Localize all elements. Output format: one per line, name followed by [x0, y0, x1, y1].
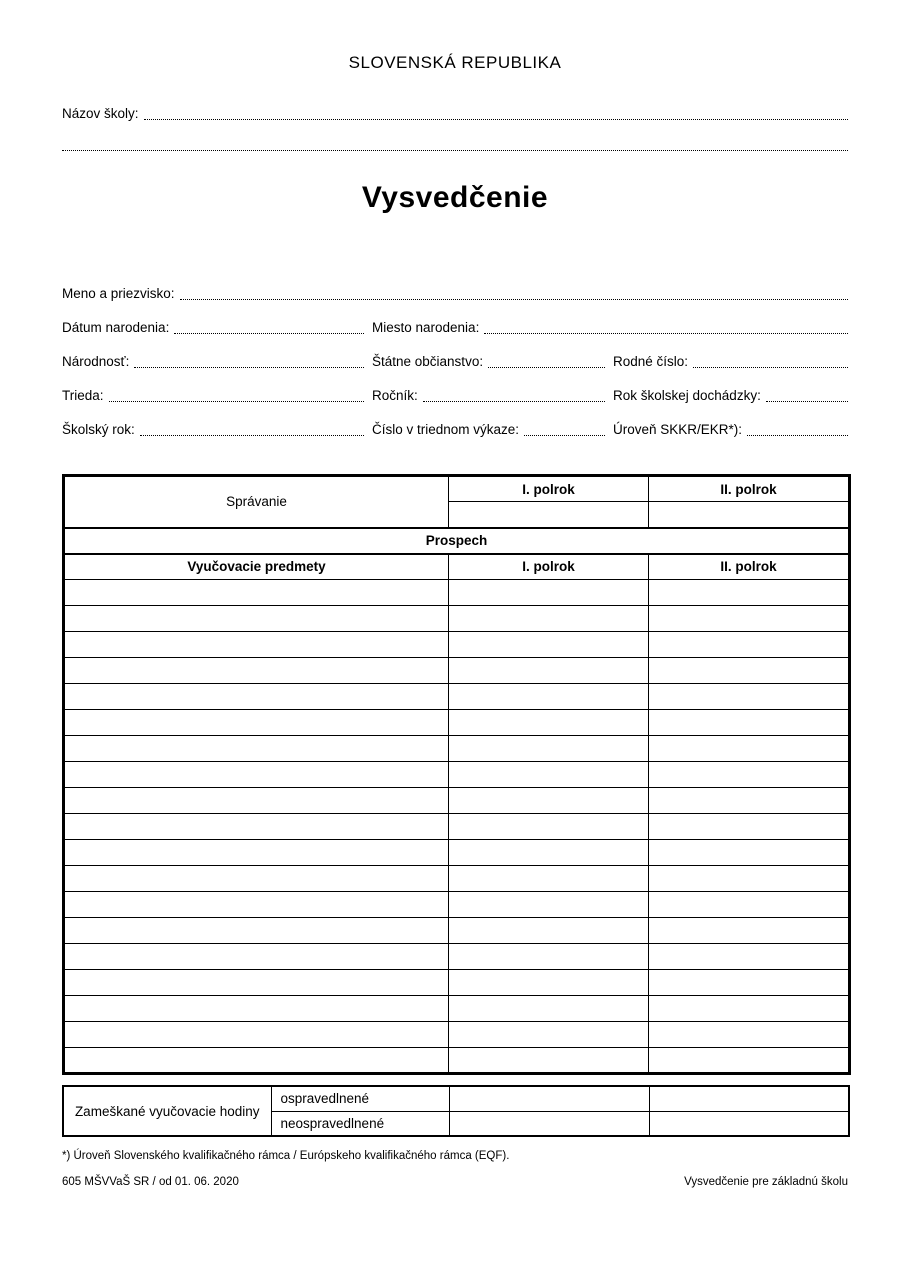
excused-term1-cell	[449, 1086, 649, 1111]
subject-term1-cell	[449, 970, 649, 996]
absence-table	[62, 1085, 850, 1137]
country-header: SLOVENSKÁ REPUBLIKA	[348, 53, 562, 72]
subject-term2-cell	[649, 684, 850, 710]
birth-date-segment	[62, 319, 372, 337]
nationality-row	[62, 351, 848, 371]
subject-term1-cell	[449, 840, 649, 866]
subject-term2-cell	[649, 580, 850, 606]
unexcused-label: neospravedlnené	[271, 1111, 449, 1136]
subject-term1-cell	[449, 684, 649, 710]
subject-name-cell	[64, 736, 449, 762]
subject-term1-cell	[449, 1048, 649, 1074]
subject-term2-cell	[649, 918, 850, 944]
qualification-level-segment	[613, 421, 848, 439]
excused-term2-cell	[649, 1086, 849, 1111]
footnote: *) Úroveň Slovenského kvalifikačného rámca / Európskeho kvalifikačného rámca (EQF).	[62, 1150, 510, 1162]
subject-term1-cell	[449, 944, 649, 970]
subjects-header-row	[64, 554, 850, 580]
grade-segment	[372, 387, 613, 405]
register-number-fill-line	[524, 435, 605, 436]
subject-term1-cell	[449, 736, 649, 762]
school-year-label: Školský rok:	[62, 422, 135, 437]
subject-rows-body	[64, 580, 850, 1074]
excused-label: ospravedlnené	[271, 1086, 449, 1111]
subject-row	[64, 788, 850, 814]
subject-name-cell	[64, 814, 449, 840]
nationality-segment	[62, 353, 372, 371]
qualification-level-fill-line	[747, 435, 848, 436]
subject-row	[64, 762, 850, 788]
behavior-term1-cell	[449, 502, 649, 528]
subject-name-cell	[64, 970, 449, 996]
subject-term1-cell	[449, 632, 649, 658]
subject-term2-cell	[649, 762, 850, 788]
subject-term2-cell	[649, 866, 850, 892]
birth-date-fill-line	[174, 333, 364, 334]
register-number-label: Číslo v triednom výkaze:	[372, 422, 520, 437]
subject-row	[64, 606, 850, 632]
name-label: Meno a priezvisko:	[62, 286, 175, 301]
class-row	[62, 385, 848, 405]
prospech-header-row	[64, 528, 850, 554]
behavior-header-row	[64, 476, 850, 502]
birth-number-label: Rodné číslo:	[613, 354, 689, 369]
school-name-row	[62, 103, 848, 123]
prospech-header: Prospech	[64, 528, 850, 554]
subject-name-cell	[64, 762, 449, 788]
subject-term2-cell	[649, 606, 850, 632]
subject-row	[64, 866, 850, 892]
subject-term2-cell	[649, 944, 850, 970]
footer-form-number: 605 MŠVVaŠ SR / od 01. 06. 2020	[62, 1176, 239, 1188]
citizenship-label: Štátne občianstvo:	[372, 354, 484, 369]
page-title: Vysvedčenie	[361, 181, 549, 214]
subject-name-cell	[64, 580, 449, 606]
birth-place-fill-line	[484, 333, 848, 334]
attendance-year-label: Rok školskej dochádzky:	[613, 388, 761, 403]
qualification-level-label: Úroveň SKKR/EKR*):	[613, 422, 743, 437]
subject-term2-cell	[649, 788, 850, 814]
subject-row	[64, 1022, 850, 1048]
subject-row	[64, 840, 850, 866]
subject-term2-cell	[649, 1048, 850, 1074]
attendance-year-segment	[613, 387, 848, 405]
subject-name-cell	[64, 840, 449, 866]
subject-name-cell	[64, 788, 449, 814]
subject-row	[64, 814, 850, 840]
subject-term1-cell	[449, 892, 649, 918]
subject-row	[64, 632, 850, 658]
subject-term1-cell	[449, 866, 649, 892]
class-segment	[62, 387, 372, 405]
citizenship-fill-line	[488, 367, 605, 368]
subject-name-cell	[64, 1048, 449, 1074]
subject-row	[64, 996, 850, 1022]
school-year-segment	[62, 421, 372, 439]
school-name-fill-line-2	[62, 150, 848, 151]
subject-row	[64, 736, 850, 762]
subject-name-cell	[64, 918, 449, 944]
behavior-label: Správanie	[64, 476, 449, 528]
subject-name-cell	[64, 710, 449, 736]
school-name-label: Názov školy:	[62, 106, 139, 121]
subject-term2-cell	[649, 1022, 850, 1048]
subject-term1-header: I. polrok	[449, 554, 649, 580]
grade-fill-line	[423, 401, 605, 402]
birth-place-label: Miesto narodenia:	[372, 320, 480, 335]
subject-row	[64, 580, 850, 606]
unexcused-term2-cell	[649, 1111, 849, 1136]
subject-term2-header: II. polrok	[649, 554, 850, 580]
citizenship-segment	[372, 353, 613, 371]
birth-number-segment	[613, 353, 848, 371]
register-number-segment	[372, 421, 613, 439]
name-row	[62, 283, 848, 303]
subject-term1-cell	[449, 710, 649, 736]
footer-document-type: Vysvedčenie pre základnú školu	[684, 1176, 848, 1188]
subject-term1-cell	[449, 918, 649, 944]
subject-term2-cell	[649, 892, 850, 918]
subject-row	[64, 684, 850, 710]
subject-name-cell	[64, 944, 449, 970]
subjects-header: Vyučovacie predmety	[64, 554, 449, 580]
behavior-term2-cell	[649, 502, 850, 528]
subject-term2-cell	[649, 710, 850, 736]
class-fill-line	[109, 401, 364, 402]
birth-date-label: Dátum narodenia:	[62, 320, 170, 335]
subject-term1-cell	[449, 580, 649, 606]
subject-term1-cell	[449, 658, 649, 684]
subject-name-cell	[64, 658, 449, 684]
subject-row	[64, 892, 850, 918]
subject-term2-cell	[649, 658, 850, 684]
birth-place-segment	[372, 319, 848, 337]
grades-table	[62, 474, 851, 1075]
subject-name-cell	[64, 632, 449, 658]
grade-label: Ročník:	[372, 388, 418, 403]
birth-number-fill-line	[693, 367, 848, 368]
subject-name-cell	[64, 996, 449, 1022]
subject-row	[64, 710, 850, 736]
unexcused-term1-cell	[449, 1111, 649, 1136]
page-footer	[62, 1175, 848, 1189]
behavior-term2-header: II. polrok	[649, 476, 850, 502]
subject-row	[64, 970, 850, 996]
subject-term2-cell	[649, 632, 850, 658]
subject-term2-cell	[649, 814, 850, 840]
nationality-label: Národnosť:	[62, 354, 130, 369]
behavior-term1-header: I. polrok	[449, 476, 649, 502]
subject-term2-cell	[649, 970, 850, 996]
subject-name-cell	[64, 866, 449, 892]
school-year-row	[62, 419, 848, 439]
absence-label: Zameškané vyučovacie hodiny	[63, 1086, 271, 1136]
subject-name-cell	[64, 606, 449, 632]
birth-row	[62, 317, 848, 337]
subject-name-cell	[64, 1022, 449, 1048]
subject-row	[64, 658, 850, 684]
subject-row	[64, 1048, 850, 1074]
subject-term2-cell	[649, 840, 850, 866]
subject-term1-cell	[449, 606, 649, 632]
subject-row	[64, 918, 850, 944]
subject-term2-cell	[649, 996, 850, 1022]
attendance-year-fill-line	[766, 401, 848, 402]
name-fill-line	[180, 299, 848, 300]
school-name-fill-line	[144, 119, 848, 120]
excused-row	[63, 1086, 849, 1111]
subject-name-cell	[64, 684, 449, 710]
subject-term1-cell	[449, 788, 649, 814]
subject-term2-cell	[649, 736, 850, 762]
subject-term1-cell	[449, 1022, 649, 1048]
subject-name-cell	[64, 892, 449, 918]
school-year-fill-line	[140, 435, 364, 436]
subject-term1-cell	[449, 996, 649, 1022]
subject-row	[64, 944, 850, 970]
class-label: Trieda:	[62, 388, 104, 403]
subject-term1-cell	[449, 762, 649, 788]
nationality-fill-line	[134, 367, 364, 368]
subject-term1-cell	[449, 814, 649, 840]
